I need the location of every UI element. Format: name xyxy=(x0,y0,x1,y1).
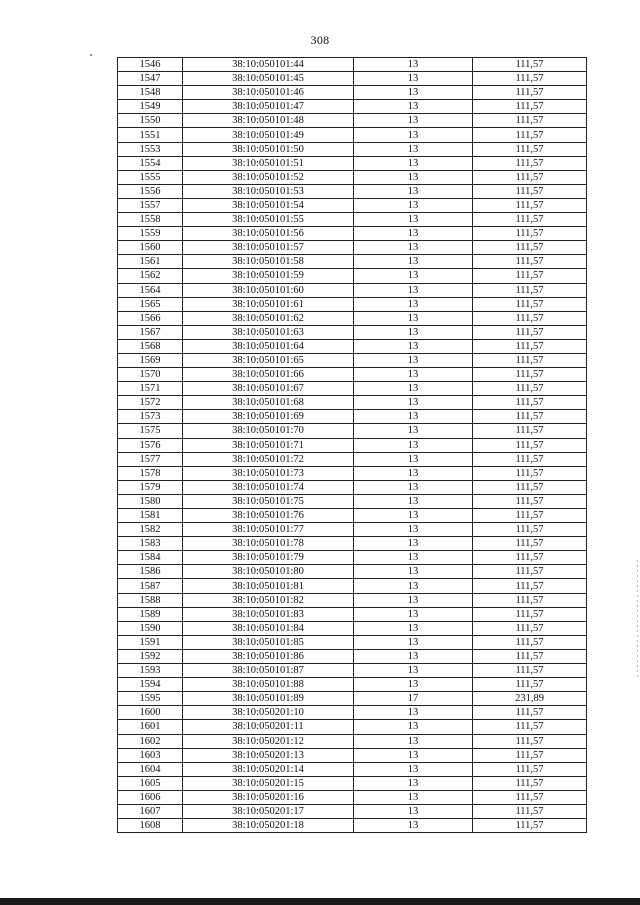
value-cell: 111,57 xyxy=(473,156,587,170)
row-number-cell: 1587 xyxy=(118,579,183,593)
row-number-cell: 1586 xyxy=(118,565,183,579)
cadastral-number-cell: 38:10:050101:82 xyxy=(183,593,354,607)
count-cell: 13 xyxy=(354,804,473,818)
count-cell: 13 xyxy=(354,579,473,593)
value-cell: 111,57 xyxy=(473,776,587,790)
table-row xyxy=(118,509,587,523)
value-cell: 111,57 xyxy=(473,368,587,382)
row-number-cell: 1594 xyxy=(118,678,183,692)
row-number-cell: 1554 xyxy=(118,156,183,170)
table-row xyxy=(118,593,587,607)
cadastral-number-cell: 38:10:050201:11 xyxy=(183,720,354,734)
row-number-cell: 1581 xyxy=(118,509,183,523)
cadastral-number-cell: 38:10:050101:79 xyxy=(183,551,354,565)
count-cell: 13 xyxy=(354,734,473,748)
count-cell: 13 xyxy=(354,607,473,621)
table-row xyxy=(118,621,587,635)
count-cell: 13 xyxy=(354,551,473,565)
table-row xyxy=(118,692,587,706)
page-number: 308 xyxy=(310,33,330,47)
table-row xyxy=(118,819,587,833)
cadastral-number-cell: 38:10:050101:61 xyxy=(183,297,354,311)
row-number-cell: 1608 xyxy=(118,819,183,833)
count-cell: 13 xyxy=(354,325,473,339)
row-number-cell: 1569 xyxy=(118,353,183,367)
count-cell: 13 xyxy=(354,649,473,663)
cadastral-number-cell: 38:10:050101:77 xyxy=(183,523,354,537)
cadastral-number-cell: 38:10:050101:78 xyxy=(183,537,354,551)
value-cell: 111,57 xyxy=(473,466,587,480)
count-cell: 13 xyxy=(354,523,473,537)
row-number-cell: 1565 xyxy=(118,297,183,311)
table-row xyxy=(118,311,587,325)
table-row xyxy=(118,227,587,241)
cadastral-number-cell: 38:10:050101:55 xyxy=(183,213,354,227)
table-row xyxy=(118,142,587,156)
value-cell: 111,57 xyxy=(473,678,587,692)
count-cell: 13 xyxy=(354,762,473,776)
table-row xyxy=(118,790,587,804)
table-row xyxy=(118,86,587,100)
value-cell: 111,57 xyxy=(473,72,587,86)
row-number-cell: 1591 xyxy=(118,635,183,649)
cadastral-number-cell: 38:10:050201:17 xyxy=(183,804,354,818)
row-number-cell: 1561 xyxy=(118,255,183,269)
cadastral-number-cell: 38:10:050101:59 xyxy=(183,269,354,283)
count-cell: 13 xyxy=(354,128,473,142)
table-row xyxy=(118,269,587,283)
table-row xyxy=(118,762,587,776)
row-number-cell: 1547 xyxy=(118,72,183,86)
value-cell: 111,57 xyxy=(473,509,587,523)
row-number-cell: 1584 xyxy=(118,551,183,565)
table-row xyxy=(118,635,587,649)
row-number-cell: 1602 xyxy=(118,734,183,748)
value-cell: 111,57 xyxy=(473,213,587,227)
value-cell: 111,57 xyxy=(473,255,587,269)
cadastral-number-cell: 38:10:050101:85 xyxy=(183,635,354,649)
table-row xyxy=(118,551,587,565)
value-cell: 111,57 xyxy=(473,382,587,396)
value-cell: 111,57 xyxy=(473,804,587,818)
count-cell: 13 xyxy=(354,156,473,170)
value-cell: 111,57 xyxy=(473,565,587,579)
count-cell: 13 xyxy=(354,790,473,804)
cadastral-number-cell: 38:10:050101:68 xyxy=(183,396,354,410)
table-row xyxy=(118,678,587,692)
cadastral-number-cell: 38:10:050101:87 xyxy=(183,664,354,678)
value-cell: 111,57 xyxy=(473,100,587,114)
value-cell: 111,57 xyxy=(473,523,587,537)
cadastral-number-cell: 38:10:050101:83 xyxy=(183,607,354,621)
cadastral-number-cell: 38:10:050201:12 xyxy=(183,734,354,748)
cadastral-number-cell: 38:10:050101:71 xyxy=(183,438,354,452)
row-number-cell: 1593 xyxy=(118,664,183,678)
row-number-cell: 1590 xyxy=(118,621,183,635)
scan-bottom-border xyxy=(0,898,640,905)
table-row xyxy=(118,325,587,339)
count-cell: 13 xyxy=(354,142,473,156)
table-row xyxy=(118,58,587,72)
cadastral-number-cell: 38:10:050201:13 xyxy=(183,748,354,762)
value-cell: 111,57 xyxy=(473,537,587,551)
count-cell: 13 xyxy=(354,593,473,607)
cadastral-number-cell: 38:10:050101:76 xyxy=(183,509,354,523)
row-number-cell: 1604 xyxy=(118,762,183,776)
row-number-cell: 1578 xyxy=(118,466,183,480)
table-row xyxy=(118,523,587,537)
count-cell: 13 xyxy=(354,58,473,72)
cadastral-number-cell: 38:10:050101:48 xyxy=(183,114,354,128)
cadastral-number-cell: 38:10:050101:74 xyxy=(183,480,354,494)
row-number-cell: 1588 xyxy=(118,593,183,607)
cadastral-number-cell: 38:10:050101:54 xyxy=(183,198,354,212)
row-number-cell: 1551 xyxy=(118,128,183,142)
cadastral-number-cell: 38:10:050101:58 xyxy=(183,255,354,269)
value-cell: 111,57 xyxy=(473,227,587,241)
table-row xyxy=(118,213,587,227)
table-row xyxy=(118,382,587,396)
count-cell: 13 xyxy=(354,269,473,283)
count-cell: 13 xyxy=(354,706,473,720)
cadastral-number-cell: 38:10:050101:60 xyxy=(183,283,354,297)
row-number-cell: 1605 xyxy=(118,776,183,790)
count-cell: 13 xyxy=(354,311,473,325)
row-number-cell: 1558 xyxy=(118,213,183,227)
value-cell: 111,57 xyxy=(473,748,587,762)
count-cell: 13 xyxy=(354,466,473,480)
value-cell: 111,57 xyxy=(473,664,587,678)
count-cell: 13 xyxy=(354,396,473,410)
registry-table xyxy=(117,57,587,833)
table-row xyxy=(118,156,587,170)
count-cell: 13 xyxy=(354,353,473,367)
table-row xyxy=(118,396,587,410)
count-cell: 13 xyxy=(354,86,473,100)
value-cell: 111,57 xyxy=(473,283,587,297)
row-number-cell: 1564 xyxy=(118,283,183,297)
table-row xyxy=(118,565,587,579)
value-cell: 111,57 xyxy=(473,339,587,353)
row-number-cell: 1579 xyxy=(118,480,183,494)
count-cell: 13 xyxy=(354,170,473,184)
row-number-cell: 1572 xyxy=(118,396,183,410)
row-number-cell: 1566 xyxy=(118,311,183,325)
table-row xyxy=(118,339,587,353)
cadastral-number-cell: 38:10:050101:53 xyxy=(183,184,354,198)
table-row xyxy=(118,466,587,480)
row-number-cell: 1556 xyxy=(118,184,183,198)
row-number-cell: 1559 xyxy=(118,227,183,241)
row-number-cell: 1589 xyxy=(118,607,183,621)
cadastral-number-cell: 38:10:050101:51 xyxy=(183,156,354,170)
table-row xyxy=(118,494,587,508)
count-cell: 13 xyxy=(354,255,473,269)
table-row xyxy=(118,255,587,269)
row-number-cell: 1560 xyxy=(118,241,183,255)
count-cell: 13 xyxy=(354,283,473,297)
value-cell: 111,57 xyxy=(473,593,587,607)
value-cell: 111,57 xyxy=(473,720,587,734)
cadastral-number-cell: 38:10:050101:52 xyxy=(183,170,354,184)
cadastral-number-cell: 38:10:050101:89 xyxy=(183,692,354,706)
table-row xyxy=(118,241,587,255)
count-cell: 13 xyxy=(354,72,473,86)
table-row xyxy=(118,776,587,790)
count-cell: 13 xyxy=(354,664,473,678)
count-cell: 13 xyxy=(354,184,473,198)
count-cell: 13 xyxy=(354,776,473,790)
cadastral-number-cell: 38:10:050101:69 xyxy=(183,410,354,424)
value-cell: 111,57 xyxy=(473,353,587,367)
cadastral-number-cell: 38:10:050101:88 xyxy=(183,678,354,692)
row-number-cell: 1548 xyxy=(118,86,183,100)
row-number-cell: 1573 xyxy=(118,410,183,424)
row-number-cell: 1577 xyxy=(118,452,183,466)
value-cell: 111,57 xyxy=(473,452,587,466)
value-cell: 111,57 xyxy=(473,198,587,212)
count-cell: 13 xyxy=(354,424,473,438)
cadastral-number-cell: 38:10:050101:56 xyxy=(183,227,354,241)
table-row xyxy=(118,198,587,212)
value-cell: 231,89 xyxy=(473,692,587,706)
cadastral-number-cell: 38:10:050101:46 xyxy=(183,86,354,100)
table-row xyxy=(118,480,587,494)
count-cell: 13 xyxy=(354,241,473,255)
table-row xyxy=(118,579,587,593)
cadastral-number-cell: 38:10:050101:75 xyxy=(183,494,354,508)
row-number-cell: 1592 xyxy=(118,649,183,663)
row-number-cell: 1550 xyxy=(118,114,183,128)
count-cell: 13 xyxy=(354,678,473,692)
cadastral-number-cell: 38:10:050101:80 xyxy=(183,565,354,579)
count-cell: 13 xyxy=(354,748,473,762)
table-row xyxy=(118,804,587,818)
cadastral-number-cell: 38:10:050101:70 xyxy=(183,424,354,438)
value-cell: 111,57 xyxy=(473,58,587,72)
value-cell: 111,57 xyxy=(473,621,587,635)
cadastral-number-cell: 38:10:050101:72 xyxy=(183,452,354,466)
row-number-cell: 1580 xyxy=(118,494,183,508)
cadastral-number-cell: 38:10:050201:10 xyxy=(183,706,354,720)
value-cell: 111,57 xyxy=(473,706,587,720)
row-number-cell: 1570 xyxy=(118,368,183,382)
count-cell: 13 xyxy=(354,720,473,734)
value-cell: 111,57 xyxy=(473,184,587,198)
cadastral-number-cell: 38:10:050101:62 xyxy=(183,311,354,325)
count-cell: 13 xyxy=(354,565,473,579)
value-cell: 111,57 xyxy=(473,790,587,804)
value-cell: 111,57 xyxy=(473,607,587,621)
row-number-cell: 1583 xyxy=(118,537,183,551)
row-number-cell: 1607 xyxy=(118,804,183,818)
count-cell: 13 xyxy=(354,198,473,212)
table-row xyxy=(118,410,587,424)
cadastral-number-cell: 38:10:050101:65 xyxy=(183,353,354,367)
value-cell: 111,57 xyxy=(473,128,587,142)
count-cell: 13 xyxy=(354,621,473,635)
row-number-cell: 1557 xyxy=(118,198,183,212)
count-cell: 13 xyxy=(354,297,473,311)
count-cell: 13 xyxy=(354,114,473,128)
count-cell: 13 xyxy=(354,494,473,508)
count-cell: 13 xyxy=(354,368,473,382)
count-cell: 13 xyxy=(354,819,473,833)
cadastral-number-cell: 38:10:050101:49 xyxy=(183,128,354,142)
cadastral-number-cell: 38:10:050201:18 xyxy=(183,819,354,833)
count-cell: 13 xyxy=(354,382,473,396)
value-cell: 111,57 xyxy=(473,142,587,156)
table-row xyxy=(118,184,587,198)
row-number-cell: 1546 xyxy=(118,58,183,72)
table-row xyxy=(118,607,587,621)
count-cell: 13 xyxy=(354,509,473,523)
table-row xyxy=(118,537,587,551)
cadastral-number-cell: 38:10:050101:84 xyxy=(183,621,354,635)
value-cell: 111,57 xyxy=(473,635,587,649)
row-number-cell: 1595 xyxy=(118,692,183,706)
table-row xyxy=(118,100,587,114)
value-cell: 111,57 xyxy=(473,86,587,100)
table-row xyxy=(118,72,587,86)
row-number-cell: 1576 xyxy=(118,438,183,452)
value-cell: 111,57 xyxy=(473,551,587,565)
count-cell: 13 xyxy=(354,537,473,551)
value-cell: 111,57 xyxy=(473,297,587,311)
row-number-cell: 1571 xyxy=(118,382,183,396)
row-number-cell: 1582 xyxy=(118,523,183,537)
table-row xyxy=(118,649,587,663)
table-row xyxy=(118,353,587,367)
table-row xyxy=(118,114,587,128)
count-cell: 13 xyxy=(354,227,473,241)
value-cell: 111,57 xyxy=(473,649,587,663)
table-row xyxy=(118,664,587,678)
cadastral-number-cell: 38:10:050201:16 xyxy=(183,790,354,804)
row-number-cell: 1562 xyxy=(118,269,183,283)
scan-edge-artifact xyxy=(637,560,638,680)
row-number-cell: 1603 xyxy=(118,748,183,762)
row-number-cell: 1549 xyxy=(118,100,183,114)
cadastral-number-cell: 38:10:050101:73 xyxy=(183,466,354,480)
table-row xyxy=(118,720,587,734)
cadastral-number-cell: 38:10:050101:67 xyxy=(183,382,354,396)
cadastral-number-cell: 38:10:050101:50 xyxy=(183,142,354,156)
value-cell: 111,57 xyxy=(473,424,587,438)
cadastral-number-cell: 38:10:050101:64 xyxy=(183,339,354,353)
row-number-cell: 1575 xyxy=(118,424,183,438)
cadastral-number-cell: 38:10:050101:57 xyxy=(183,241,354,255)
row-number-cell: 1568 xyxy=(118,339,183,353)
value-cell: 111,57 xyxy=(473,325,587,339)
table-row xyxy=(118,438,587,452)
table-row xyxy=(118,297,587,311)
cadastral-number-cell: 38:10:050101:86 xyxy=(183,649,354,663)
table-row xyxy=(118,170,587,184)
row-number-cell: 1555 xyxy=(118,170,183,184)
table-row xyxy=(118,452,587,466)
table-row xyxy=(118,128,587,142)
value-cell: 111,57 xyxy=(473,396,587,410)
value-cell: 111,57 xyxy=(473,311,587,325)
count-cell: 13 xyxy=(354,635,473,649)
count-cell: 13 xyxy=(354,339,473,353)
value-cell: 111,57 xyxy=(473,762,587,776)
cadastral-number-cell: 38:10:050101:66 xyxy=(183,368,354,382)
table-row xyxy=(118,706,587,720)
registry-table-body xyxy=(118,58,587,833)
value-cell: 111,57 xyxy=(473,114,587,128)
count-cell: 17 xyxy=(354,692,473,706)
value-cell: 111,57 xyxy=(473,241,587,255)
table-row xyxy=(118,734,587,748)
value-cell: 111,57 xyxy=(473,170,587,184)
value-cell: 111,57 xyxy=(473,269,587,283)
count-cell: 13 xyxy=(354,452,473,466)
table-row xyxy=(118,368,587,382)
cadastral-number-cell: 38:10:050101:63 xyxy=(183,325,354,339)
cadastral-number-cell: 38:10:050101:44 xyxy=(183,58,354,72)
table-row xyxy=(118,424,587,438)
value-cell: 111,57 xyxy=(473,579,587,593)
value-cell: 111,57 xyxy=(473,480,587,494)
row-number-cell: 1606 xyxy=(118,790,183,804)
row-number-cell: 1600 xyxy=(118,706,183,720)
count-cell: 13 xyxy=(354,410,473,424)
table-row xyxy=(118,748,587,762)
value-cell: 111,57 xyxy=(473,734,587,748)
row-number-cell: 1567 xyxy=(118,325,183,339)
table-row xyxy=(118,283,587,297)
count-cell: 13 xyxy=(354,480,473,494)
count-cell: 13 xyxy=(354,100,473,114)
value-cell: 111,57 xyxy=(473,438,587,452)
count-cell: 13 xyxy=(354,438,473,452)
count-cell: 13 xyxy=(354,213,473,227)
row-number-cell: 1601 xyxy=(118,720,183,734)
value-cell: 111,57 xyxy=(473,494,587,508)
cadastral-number-cell: 38:10:050201:14 xyxy=(183,762,354,776)
cadastral-number-cell: 38:10:050101:47 xyxy=(183,100,354,114)
scan-speck xyxy=(90,54,92,56)
value-cell: 111,57 xyxy=(473,819,587,833)
row-number-cell: 1553 xyxy=(118,142,183,156)
value-cell: 111,57 xyxy=(473,410,587,424)
cadastral-number-cell: 38:10:050101:45 xyxy=(183,72,354,86)
cadastral-number-cell: 38:10:050101:81 xyxy=(183,579,354,593)
cadastral-number-cell: 38:10:050201:15 xyxy=(183,776,354,790)
